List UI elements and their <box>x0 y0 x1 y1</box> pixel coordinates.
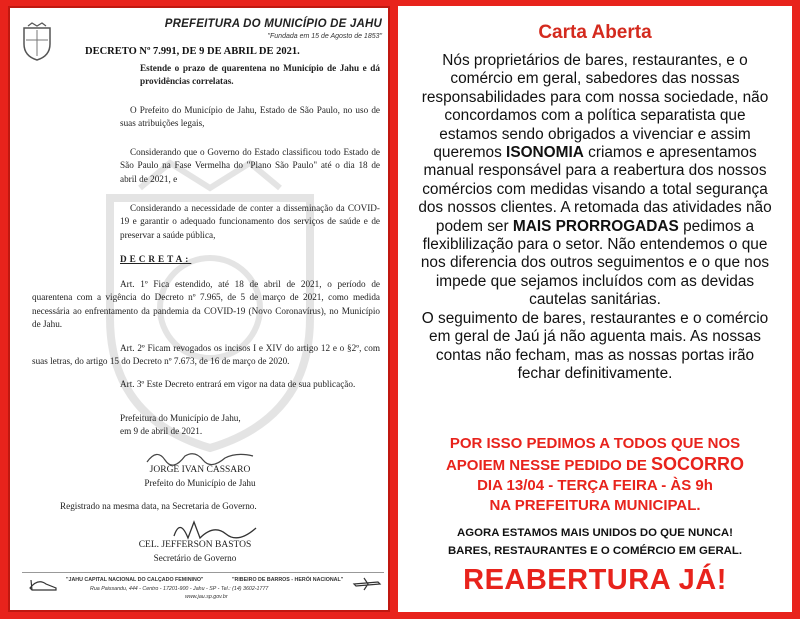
seaplane-icon <box>352 574 382 592</box>
letter-body <box>414 52 776 383</box>
decree-panel <box>8 6 390 612</box>
secretary-role: Secretário de Governo <box>153 553 237 563</box>
decree-article-2: Art. 2º Ficam revogados os incisos I e XIV do artigo 12 e o §2º, com suas letras, do artigo 15 do Decreto nº 7.673, de 16 de março de 2020. <box>32 343 380 367</box>
mayor-role: Prefeito do Município de Jahu <box>144 478 256 488</box>
letter-paragraph-2: O seguimento de bares, restaurantes e o comércio em geral de Jaú já não aguenta mais. As nossas contas não fecham, mas as nossas portas irão fechar definitivamente. <box>421 309 769 382</box>
footer-divider <box>22 572 384 573</box>
appeal-line-2 <box>408 454 782 476</box>
decree-date: em 9 de abril de 2021. <box>120 426 203 436</box>
letter-title: Carta Aberta <box>538 22 652 43</box>
footer-slogan-right: "RIBEIRO DE BARROS - HERÓI NACIONAL" <box>232 577 344 583</box>
open-letter-panel <box>398 6 792 612</box>
appeal-line-1: POR ISSO PEDIMOS A TODOS QUE NOS <box>449 435 741 452</box>
footer-address: Rua Paissandu, 444 - Centro - 17201-900 - Jahu - SP - Tel.: (14) 3602-1777 <box>90 586 269 592</box>
appeal-line-3: DIA 13/04 - TERÇA FEIRA - ÀS 9h <box>477 477 713 494</box>
decree-article-3: Art. 3º Este Decreto entrará em vigor na data de sua publicação. <box>120 379 356 389</box>
letter-text: Nós proprietários de bares, restaurantes, e o comércio em geral, sabedores das nossas responsabilidades para com nossa sociedade, não concordamos com a política separatista que estamos sendo obrigados a vivenciar e assim queremos <box>421 52 769 162</box>
appeal-block <box>408 434 782 516</box>
secretary-name: CEL. JEFFERSON BASTOS <box>138 540 252 550</box>
letter-text: pedimos a flexiblilização para o setor. Não entendemos o que nos diferencia dos outros seguimentos e o que nos impede que sejamos incluídos com as devidas cautelas sanitárias. <box>420 217 770 309</box>
high-heel-shoe-icon <box>28 574 58 592</box>
prefeitura-founded-note: "Fundada em 15 de Agosto de 1853" <box>267 33 382 40</box>
coat-of-arms-icon <box>20 22 54 62</box>
footer-slogan-left: "JAHU CAPITAL NACIONAL DO CALÇADO FEMININO" <box>66 577 204 583</box>
appeal-text: APOIEM NESSE PEDIDO DE <box>445 457 652 474</box>
letter-paragraph-1 <box>414 52 776 310</box>
decree-place: Prefeitura do Município de Jahu, <box>120 413 241 423</box>
mais-prorrogadas-highlight: MAIS PRORROGADAS <box>512 217 679 235</box>
registration-note: Registrado na mesma data, na Secretaria de Governo. <box>60 501 257 511</box>
unity-block <box>408 524 782 560</box>
prefeitura-header-title: PREFEITURA DO MUNICÍPIO DE JAHU <box>164 18 382 30</box>
isonomia-highlight: ISONOMIA <box>506 144 584 162</box>
unity-line-2: BARES, RESTAURANTES E O COMÉRCIO EM GERAL. <box>447 545 743 557</box>
decree-considering-1: Considerando que o Governo do Estado classificou todo Estado de São Paulo na Fase Vermelha do "Plano São Paulo" até o dia 18 de abril de 2021, e <box>120 147 380 184</box>
decree-title: DECRETO Nº 7.991, DE 9 DE ABRIL DE 2021. <box>85 46 300 57</box>
decree-considering-2: Considerando a necessidade de conter a disseminação da COVID-19 e garantir o adequado funcionamento dos serviços de saúde e de preservar a saúde pública, <box>120 203 380 240</box>
decree-article-1: Art. 1º Fica estendido, até 18 de abril de 2021, o período de quarentena com a vigência do Decreto nº 7.965, de 5 de março de 2021, como medida necessária ao enfrentamento da pandemia da COVID-19 (Novo Coronavírus), no Município de Jahu. <box>32 279 380 330</box>
mayor-name: JORGE IVAN CASSARO <box>149 465 251 475</box>
reopening-slogan: REABERTURA JÁ! <box>463 564 727 596</box>
appeal-line-4: NA PREFEITURA MUNICIPAL. <box>489 497 701 514</box>
unity-line-1: AGORA ESTAMOS MAIS UNIDOS DO QUE NUNCA! <box>457 527 733 539</box>
footer-website: www.jau.sp.gov.br <box>185 594 228 600</box>
letter-text: criamos e apresentamos manual responsável para a reabertura dos nossos comércios com medidas visando a total segurança dos nossos clientes. A retomada das atividades não podem ser <box>418 144 772 235</box>
decree-ementa: Estende o prazo de quarentena no Município de Jahu e dá providências correlatas. <box>140 63 380 87</box>
decreta-heading: DECRETA: <box>120 254 192 264</box>
decree-preamble: O Prefeito do Município de Jahu, Estado de São Paulo, no uso de suas atribuições legais, <box>120 105 380 129</box>
socorro-highlight: SOCORRO <box>651 454 745 474</box>
